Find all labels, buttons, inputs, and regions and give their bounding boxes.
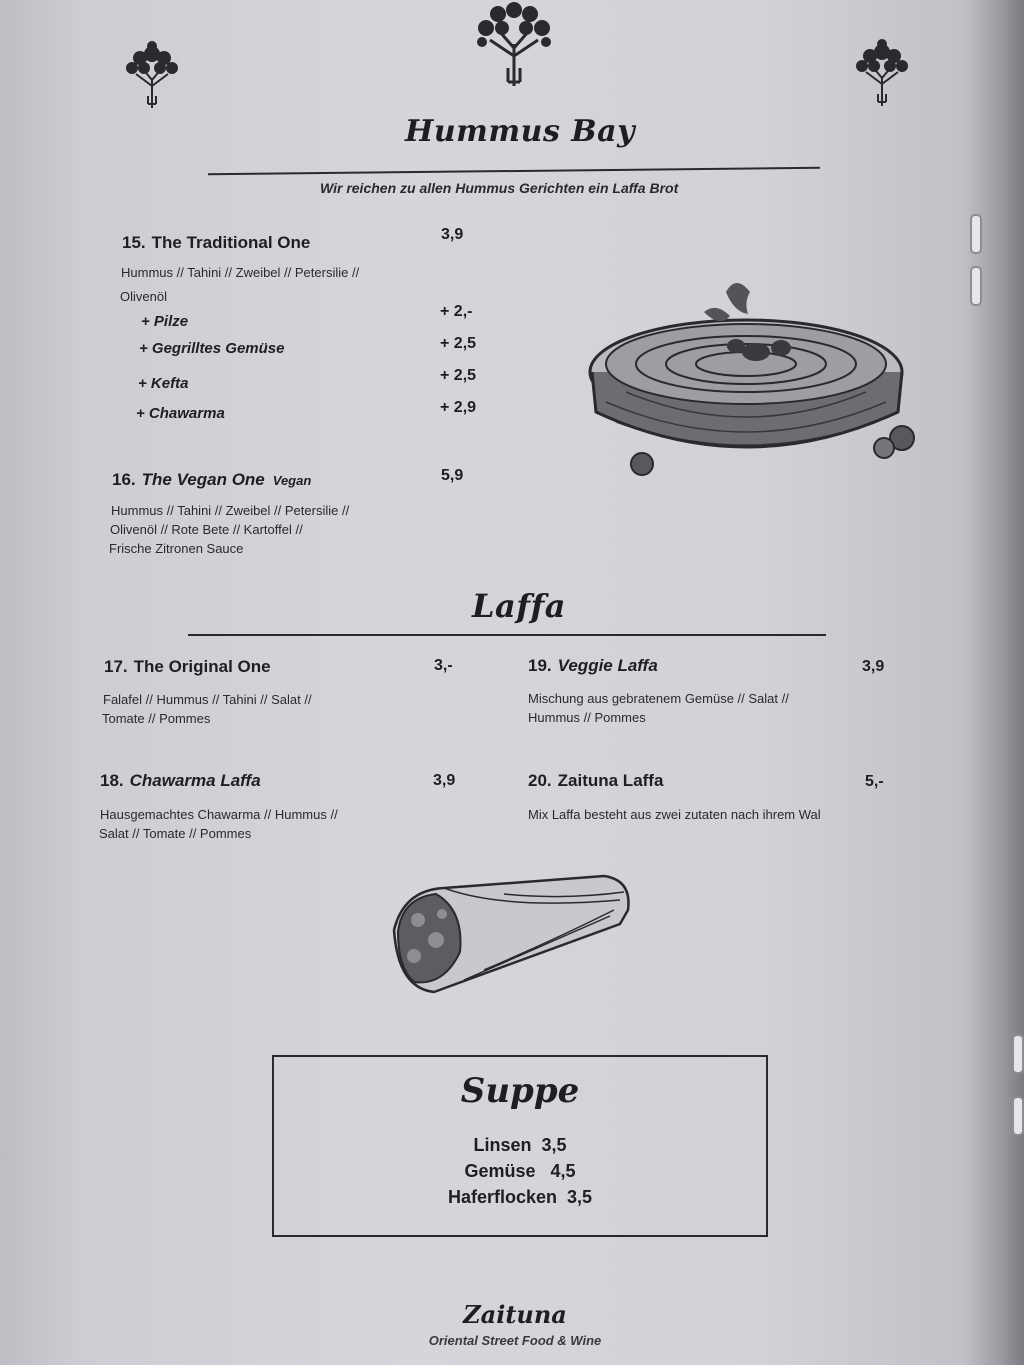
menu-item-name [112, 470, 311, 490]
menu-item-name [104, 657, 271, 677]
laffa-wrap-illustration [384, 870, 634, 1000]
binder-ring [970, 214, 982, 254]
item-number: 20. [528, 771, 552, 790]
item-title: Zaituna Laffa [557, 771, 664, 790]
item-price: 3,9 [433, 772, 456, 789]
section-title-laffa: Laffa [472, 587, 566, 625]
section-title-suppe: Suppe [460, 1071, 580, 1111]
extra-option: + Chawarma [136, 405, 225, 422]
item-title: The Original One [133, 657, 271, 676]
soup-price: 4,5 [550, 1161, 576, 1181]
section-subtitle: Wir reichen zu allen Hummus Gerichten ein Laffa Brot [320, 180, 679, 196]
item-number: 19. [528, 656, 552, 675]
extra-price: + 2,5 [440, 335, 477, 352]
item-description: Mischung aus gebratenem Gemüse // Salat // [528, 691, 789, 706]
item-title: Veggie Laffa [557, 656, 658, 675]
vegan-tag: Vegan [272, 473, 312, 488]
soup-price: 3,5 [567, 1187, 593, 1207]
item-description: Tomate // Pommes [102, 711, 211, 726]
item-title: The Vegan One [141, 470, 265, 489]
extra-price: + 2,5 [440, 367, 477, 384]
item-price: 5,- [865, 773, 884, 790]
soup-box [272, 1055, 768, 1237]
binder-ring [1012, 1096, 1024, 1136]
soup-item [274, 1161, 766, 1182]
item-number: 16. [112, 470, 136, 489]
restaurant-tagline: Oriental Street Food & Wine [428, 1333, 602, 1348]
item-description: Hummus // Pommes [528, 710, 646, 725]
menu-item-name [528, 771, 663, 791]
soup-name: Linsen [473, 1135, 532, 1155]
item-number: 18. [100, 771, 124, 790]
page-fold-shadow [964, 0, 1024, 1365]
item-price: 3,9 [862, 658, 885, 675]
soup-price: 3,5 [541, 1135, 567, 1155]
tree-fork-icon [122, 38, 182, 110]
item-price: 3,- [434, 657, 453, 674]
binder-ring [1012, 1034, 1024, 1074]
item-number: 17. [104, 657, 128, 676]
extra-price: + 2,9 [440, 399, 477, 416]
item-description: Falafel // Hummus // Tahini // Salat // [103, 692, 312, 707]
binder-ring [970, 266, 982, 306]
soup-name: Gemüse [464, 1161, 536, 1181]
item-description: Hausgemachtes Chawarma // Hummus // [100, 807, 338, 822]
item-description: Frische Zitronen Sauce [109, 541, 244, 556]
item-price: 5,9 [441, 467, 464, 484]
tree-fork-icon [852, 36, 912, 108]
menu-item-name [122, 233, 310, 253]
item-price: 3,9 [441, 226, 464, 243]
divider [208, 167, 820, 175]
item-description: Hummus // Tahini // Zweibel // Petersilie // [121, 265, 360, 280]
item-description: Olivenöl // Rote Bete // Kartoffel // [110, 522, 303, 537]
divider [188, 634, 826, 636]
soup-item [274, 1135, 766, 1156]
extra-option: + Kefta [138, 375, 189, 392]
item-title: Chawarma Laffa [129, 771, 261, 790]
section-title-hummus: Hummus Bay [405, 114, 636, 149]
item-title: The Traditional One [151, 233, 311, 252]
extra-option: + Gegrilltes Gemüse [139, 340, 285, 357]
extra-option: + Pilze [141, 313, 189, 330]
extra-price: + 2,- [440, 303, 473, 320]
menu-item-name [528, 656, 658, 676]
restaurant-name: Zaituna [463, 1300, 567, 1329]
item-number: 15. [122, 233, 146, 252]
soup-item [274, 1187, 766, 1208]
hummus-plate-illustration [586, 272, 926, 482]
item-description: Mix Laffa besteht aus zwei zutaten nach ihrem Wal [528, 807, 821, 822]
item-description: Hummus // Tahini // Zweibel // Petersilie // [111, 503, 350, 518]
soup-name: Haferflocken [447, 1187, 557, 1207]
menu-item-name [100, 771, 261, 791]
item-description: Olivenöl [120, 289, 167, 304]
item-description: Salat // Tomate // Pommes [99, 826, 252, 841]
tree-fork-icon [472, 0, 556, 88]
